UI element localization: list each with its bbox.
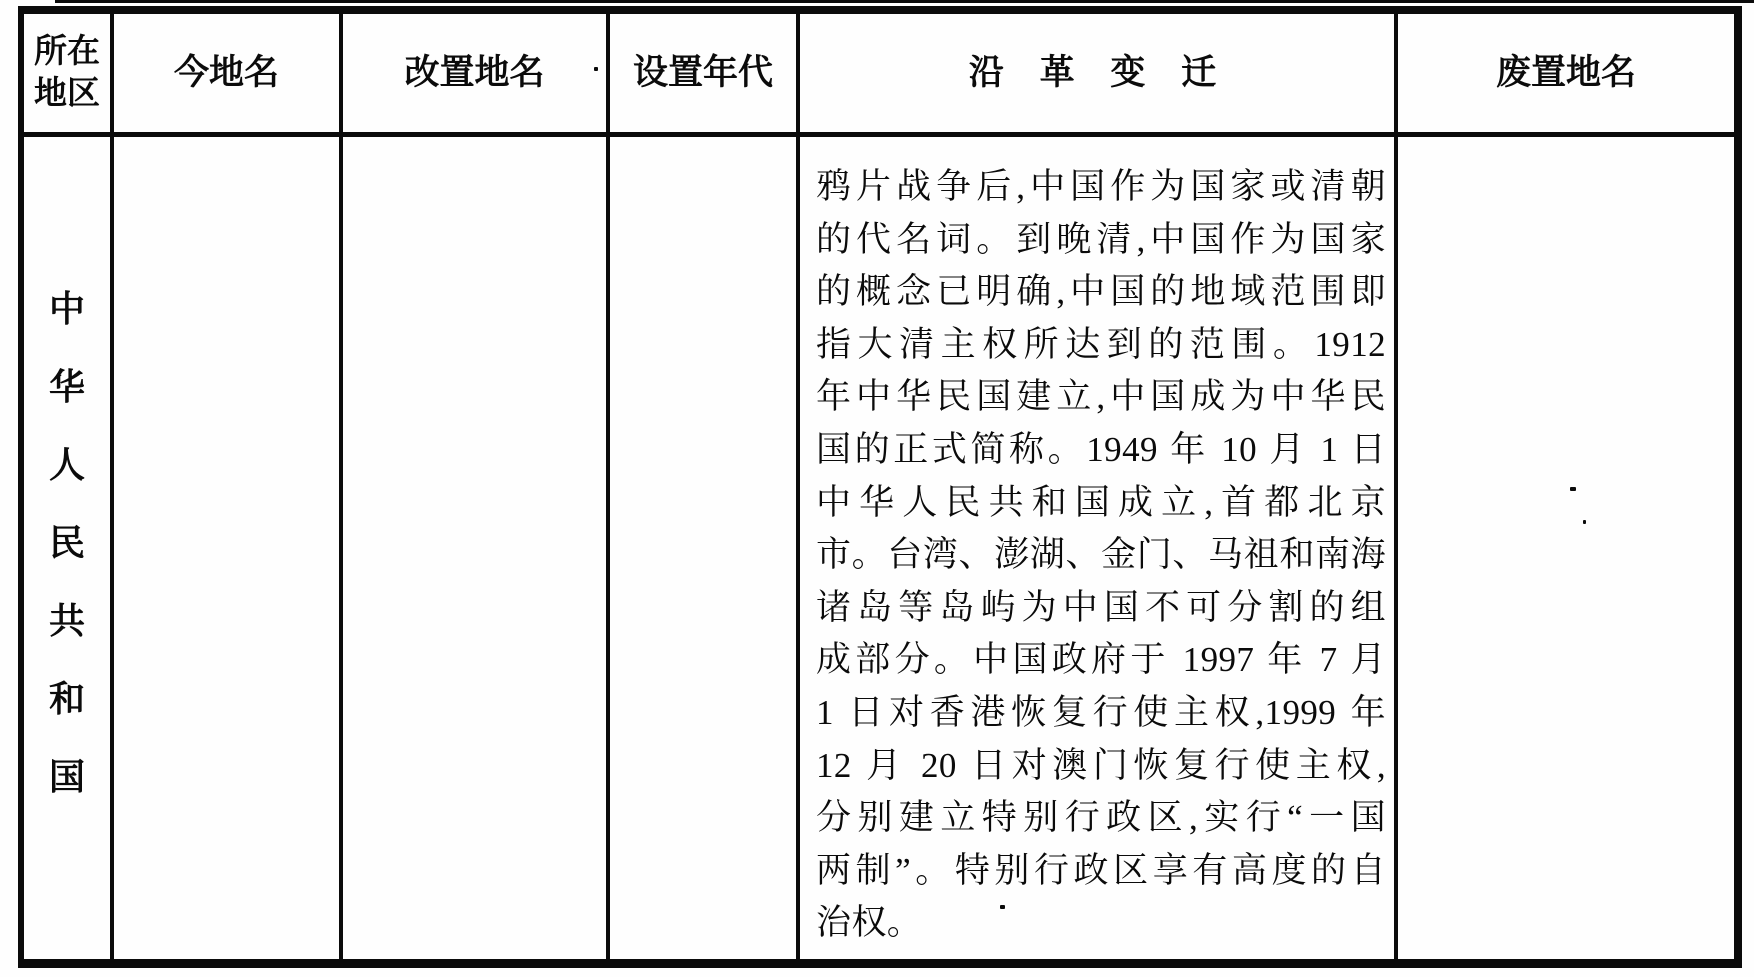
header-region-line2: 地区 bbox=[34, 76, 100, 112]
evolution-line: 的概念已明确,中国的地域范围即 bbox=[816, 272, 1386, 312]
evolution-line: 市。台湾、澎湖、金门、马祖和南海 bbox=[816, 535, 1386, 575]
evolution-line: 国的正式简称。1949 年 10 月 1 日 bbox=[816, 429, 1386, 469]
region-char: 人 bbox=[48, 444, 85, 485]
header-current-name-label: 今地名 bbox=[173, 53, 279, 92]
cell-region bbox=[24, 137, 114, 959]
header-changed-name-label: 改置地名 bbox=[404, 53, 545, 92]
evolution-line-last: 治权。 bbox=[816, 903, 923, 943]
scan-artifact-line bbox=[55, 0, 1754, 3]
header-era bbox=[610, 14, 800, 137]
cell-current-name bbox=[114, 137, 343, 959]
evolution-line: 的代名词。到晚清,中国作为国家 bbox=[816, 219, 1386, 259]
place-name-table bbox=[18, 6, 1742, 968]
evolution-line: 两制”。特别行政区享有高度的自 bbox=[816, 850, 1386, 890]
region-char: 华 bbox=[48, 366, 85, 407]
scan-speck bbox=[594, 67, 598, 71]
scan-speck bbox=[1570, 487, 1576, 491]
scan-speck bbox=[1000, 905, 1005, 909]
header-abolished-name bbox=[1398, 14, 1734, 137]
header-evolution bbox=[800, 14, 1398, 137]
header-evolution-label: 沿 革 变 迁 bbox=[968, 53, 1226, 92]
evolution-line: 中华人民共和国成立,首都北京 bbox=[816, 482, 1386, 522]
header-changed-name bbox=[343, 14, 610, 137]
evolution-line: 指大清主权所达到的范围。1912 bbox=[816, 324, 1386, 364]
scan-speck bbox=[1583, 520, 1586, 524]
region-char: 民 bbox=[48, 522, 85, 563]
evolution-line: 成部分。中国政府于 1997 年 7 月 bbox=[816, 640, 1386, 680]
cell-era bbox=[610, 137, 800, 959]
region-vertical-text bbox=[24, 267, 110, 813]
evolution-line: 1 日对香港恢复行使主权,1999 年 bbox=[816, 692, 1386, 732]
header-region-line1: 所在 bbox=[34, 34, 100, 70]
region-char: 中 bbox=[48, 288, 85, 329]
evolution-line: 年中华民国建立,中国成为中华民 bbox=[816, 377, 1386, 417]
evolution-paragraph bbox=[816, 161, 1386, 950]
cell-changed-name bbox=[343, 137, 610, 959]
region-char: 国 bbox=[48, 756, 85, 797]
cell-evolution bbox=[800, 137, 1398, 959]
header-abolished-name-label: 废置地名 bbox=[1495, 53, 1636, 92]
header-region-label bbox=[34, 31, 100, 115]
header-region bbox=[24, 14, 114, 137]
evolution-line: 鸦片战争后,中国作为国家或清朝 bbox=[816, 167, 1386, 206]
evolution-line: 分别建立特别行政区,实行“一国 bbox=[816, 798, 1386, 838]
header-current-name bbox=[114, 14, 343, 137]
cell-abolished-name bbox=[1398, 137, 1734, 959]
evolution-line: 12 月 20 日对澳门恢复行使主权, bbox=[816, 745, 1386, 785]
region-char: 和 bbox=[48, 678, 85, 719]
header-era-label: 设置年代 bbox=[632, 53, 773, 92]
evolution-line: 诸岛等岛屿为中国不可分割的组 bbox=[816, 587, 1386, 627]
region-char: 共 bbox=[48, 600, 85, 641]
